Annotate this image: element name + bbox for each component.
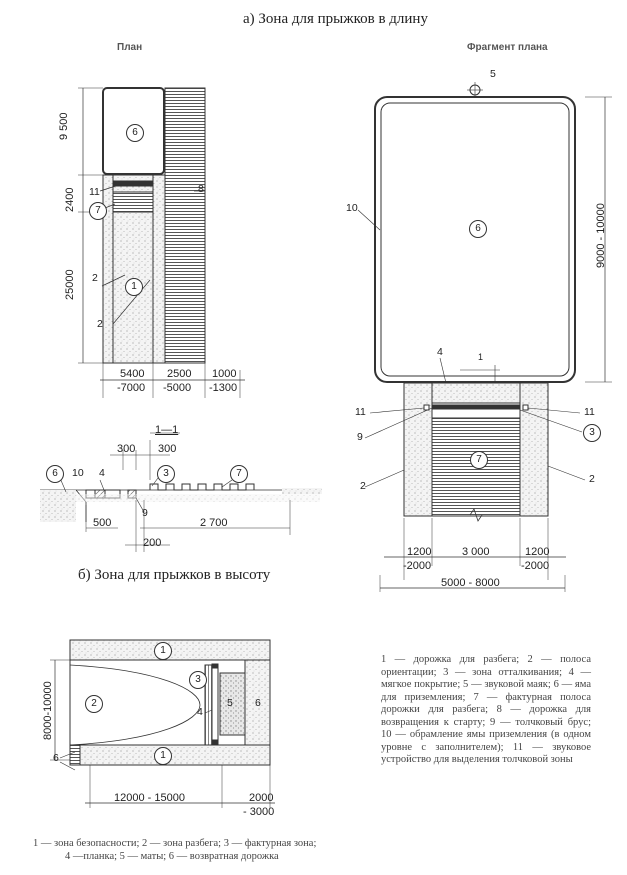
dim-high-2000: 2000 [249,792,274,804]
plan-label-11: 11 [89,186,100,198]
high-label-2: 2 [85,695,103,713]
fragment-label-2a: 2 [360,480,366,492]
section-title: 1—1 [155,424,179,436]
dim-5000: -5000 [163,382,192,394]
fragment-label-2b: 2 [589,473,595,485]
high-bar [212,667,218,743]
dim-section-300a: 300 [117,443,136,455]
dim-frag-3000: 3 000 [462,546,490,558]
high-label-4: 4 [197,706,203,718]
dim-frag-2000a: -2000 [403,560,432,572]
high-label-3: 3 [189,671,207,689]
dim-2500: 2500 [167,368,192,380]
fragment-label-11a: 11 [355,406,366,418]
dim-section-500: 500 [93,517,112,529]
dim-frag-1200b: 1200 [525,546,550,558]
high-label-6a: 6 [255,697,261,709]
long-jump-plan [78,88,245,398]
section-label-3: 3 [157,465,175,483]
fragment-right-strip [520,383,548,516]
dim-section-200: 200 [143,537,162,549]
fragment-section-mark: 1 [478,352,484,362]
fragment-left-strip [404,383,432,516]
fragment-soft [432,383,520,403]
orientation-strip [103,175,113,363]
high-label-1a: 1 [154,642,172,660]
plan-label-6: 6 [126,124,144,142]
caption-long-jump: 1 — дорожка для разбега; 2 — полоса ориентации; 3 — зона отталкивания; 4 — мягкое покрытие; 5 — звуковой маяк; 6 — яма для приземления; 7 — фактурная полоса дорожки для разбега; 8 — дорожка для возвращения к старту; 9 — толчковый брус; 10 — обрамление ямы приземления (в одном уровне с заполнителем); 11 — звуковое устройство для выделения толчковой зоны [381,654,591,765]
dim-5400: 5400 [120,368,145,380]
plan-label-2a: 2 [92,272,98,284]
fragment-plan [358,82,612,592]
high-label-5: 5 [227,697,233,709]
dim-7000: -7000 [117,382,146,394]
dim-frag-1200a: 1200 [407,546,432,558]
fragment-label-4: 4 [437,346,443,358]
plan-label-1: 1 [125,278,143,296]
high-label-6b: 6 [53,752,59,764]
dim-1300: -1300 [209,382,238,394]
fragment-label-7: 7 [470,451,488,469]
textured-profile [150,484,254,490]
textured-strip [113,192,153,212]
fragment-label-5: 5 [490,68,496,80]
title-high-jump: б) Зона для прыжков в высоту [78,567,271,583]
section-label-10: 10 [72,467,84,479]
section-label-7: 7 [230,465,248,483]
fragment-label-10: 10 [346,202,358,214]
title-long-jump: а) Зона для прыжков в длину [243,11,428,27]
section-label-9: 9 [142,507,148,519]
section-label-6: 6 [46,465,64,483]
dim-2400: 2400 [64,187,76,212]
section-1-1 [40,433,322,552]
section-label-4: 4 [99,467,105,479]
dim-high-12000: 12000 - 15000 [114,792,185,804]
fragment-pit-inner [381,103,569,376]
dim-1000: 1000 [212,368,237,380]
right-strip [153,175,165,363]
dim-frag-2000b: -2000 [521,560,550,572]
dim-high-vertical: 8000-10000 [42,681,54,740]
dim-25000: 25000 [64,269,76,300]
dim-section-300b: 300 [158,443,177,455]
caption-high-jump-2: 4 —планка; 5 — маты; 6 — возвратная дорожка [65,851,279,862]
plan-label-2b: 2 [97,318,103,330]
high-jump-plan [50,640,275,808]
dim-9500: 9 500 [58,112,70,140]
fragment-beam [432,405,520,409]
title-plan: План [117,42,143,53]
plan-label-8: 8 [198,183,204,195]
fragment-label-9: 9 [357,431,363,443]
dim-section-2700: 2 700 [200,517,228,529]
return-track [165,88,205,363]
title-plan-fragment: Фрагмент плана [467,42,548,53]
fragment-label-6: 6 [469,220,487,238]
high-label-1b: 1 [154,747,172,765]
fragment-label-3: 3 [583,424,601,442]
fragment-label-11b: 11 [584,406,595,418]
plan-label-7: 7 [89,202,107,220]
dim-high-3000: - 3000 [243,806,275,818]
dim-frag-total: 5000 - 8000 [441,577,500,589]
dim-9000-10000: 9000 - 10000 [595,203,607,268]
caption-high-jump-1: 1 — зона безопасности; 2 — зона разбега; 3 — фактурная зона; [33,838,317,849]
fragment-pit-outer [375,97,575,382]
